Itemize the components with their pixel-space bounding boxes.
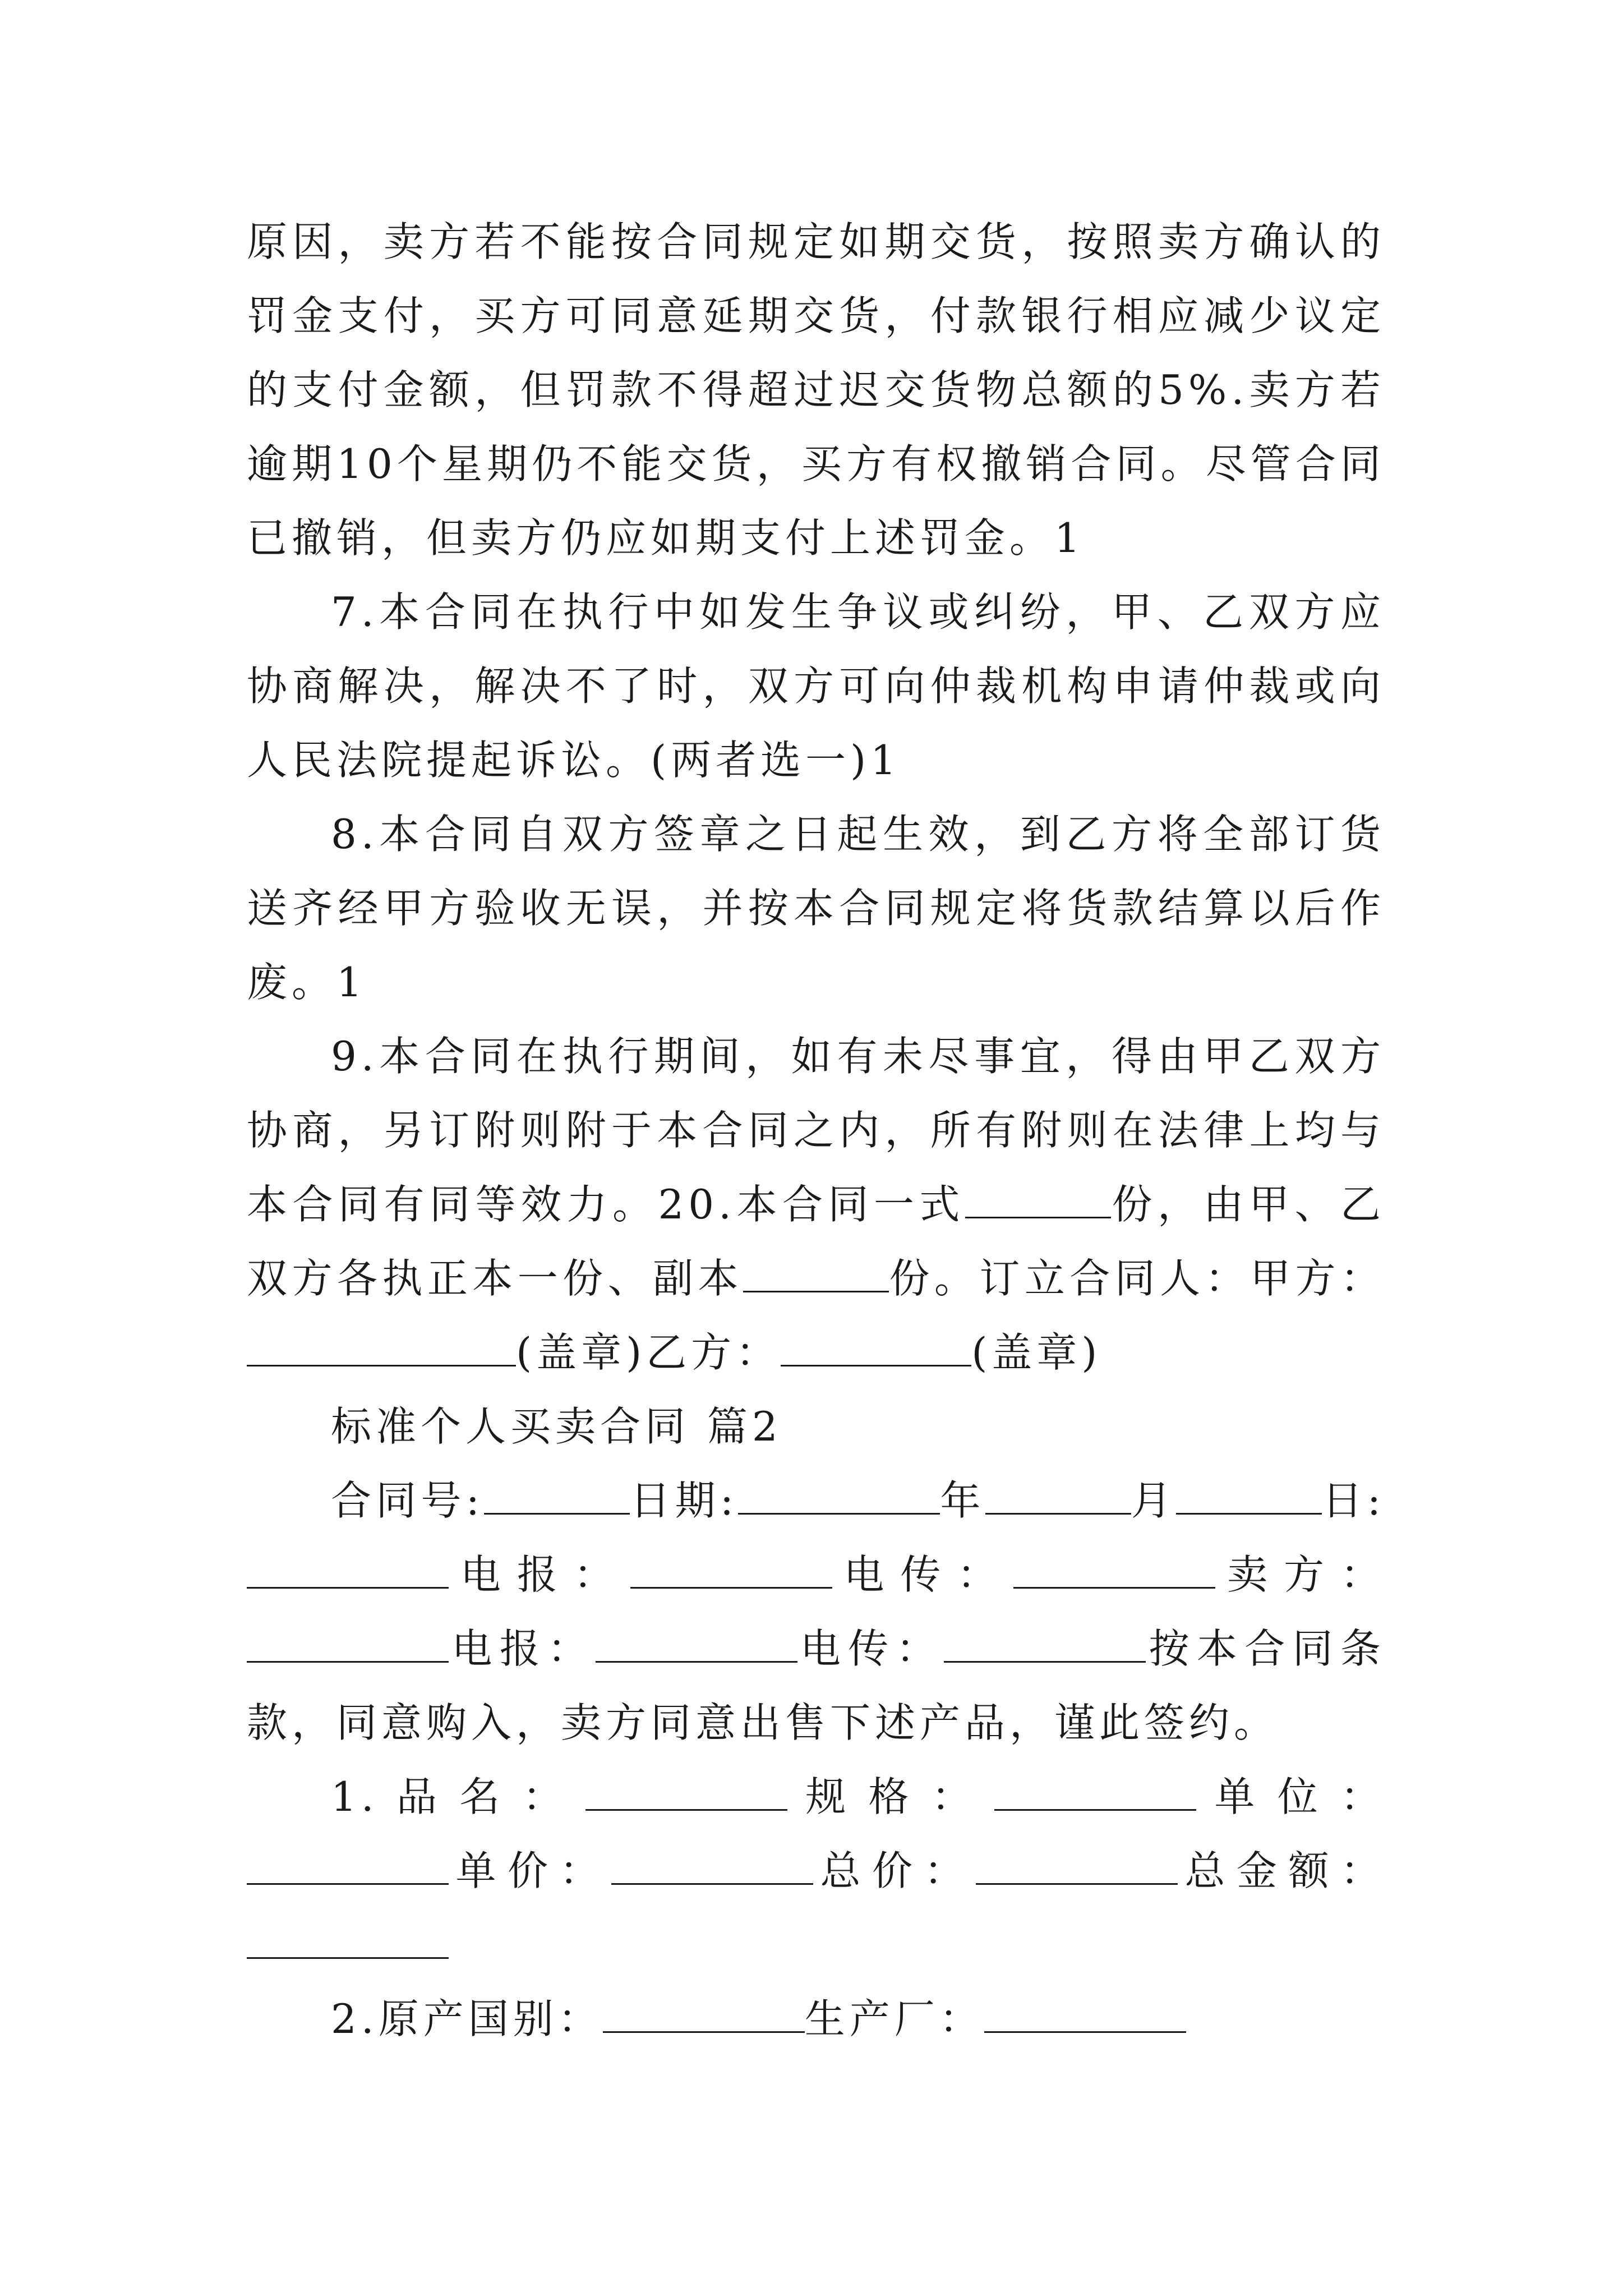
origin-country-blank: [603, 1983, 805, 2033]
date-label: 日期:: [630, 1477, 739, 1524]
seller-telex-blank: [944, 1613, 1146, 1663]
manufacturer-label: 生产厂：: [804, 1995, 984, 2042]
duplicate-copies-blank: [743, 1243, 889, 1292]
seller-telex-label: 电传：: [797, 1625, 944, 1672]
telex-blank: [1013, 1539, 1215, 1589]
buyer-blank: [247, 1539, 449, 1589]
year-label: 年: [940, 1477, 985, 1524]
clause-9-text-3: 份。订立合同人：甲方：: [889, 1255, 1385, 1302]
seal-label: (盖章): [971, 1329, 1102, 1376]
unit-label: 单位：: [1196, 1773, 1385, 1820]
clause-9-supplementary: [247, 1019, 1385, 1389]
clause-2-origin: [247, 1982, 1385, 2056]
party-b-label: (盖章)乙方：: [516, 1329, 781, 1376]
day-label: 日:: [1322, 1477, 1385, 1524]
unit-price-blank: [611, 1835, 813, 1885]
unit-price-label: 单价：: [449, 1847, 611, 1894]
seller-label: 卖方：: [1215, 1551, 1385, 1598]
month-label: 月: [1131, 1477, 1177, 1524]
document-body: [247, 205, 1385, 2056]
origin-country-label: 2.原产国别：: [331, 1995, 603, 2042]
agreement-text: 按本合同条款，同意购入，卖方同意出售下述产品，谨此签约。: [247, 1625, 1385, 1746]
clause-7-dispute: 7.本合同在执行中如发生争议或纠纷，甲、乙双方应协商解决，解决不了时，双方可向仲裁机构申请仲裁或向人民法院提起诉讼。(两者选一)1: [247, 588, 1385, 784]
clause-8-effective: 8.本合同自双方签章之日起生效，到乙方将全部订货送齐经甲方验收无误，并按本合同规定将货款结算以后作废。1: [247, 811, 1385, 1006]
spec-label: 规格：: [787, 1773, 995, 1820]
party-a-blank: [247, 1317, 516, 1366]
product-name-blank: [585, 1761, 787, 1811]
spec-blank: [994, 1761, 1196, 1811]
day-blank: [1176, 1465, 1322, 1515]
clause-1-product: [247, 1760, 1385, 1982]
party-b-blank: [781, 1317, 971, 1366]
total-amount-label: 总金额：: [1178, 1847, 1385, 1894]
contract-number-blank: [484, 1465, 630, 1515]
clause-9-text-2: 份，由甲、乙双方各执正本一份、副本: [247, 1181, 1385, 1302]
unit-blank: [247, 1835, 449, 1885]
year-blank: [738, 1465, 940, 1515]
seller-telegram-label: 电报：: [449, 1625, 596, 1672]
clause-9-text: 9.本合同在执行期间，如有未尽事宜，得由甲乙双方协商，另订附则附于本合同之内，所有附则在法律上均与本合同有同等效力。20.本合同一式: [247, 1033, 1385, 1228]
seller-telegram-blank: [596, 1613, 797, 1663]
contract-number-label: 合同号:: [331, 1477, 485, 1524]
month-blank: [985, 1465, 1131, 1515]
section-heading: 标准个人买卖合同 篇2: [331, 1403, 782, 1450]
copies-blank: [965, 1168, 1111, 1218]
total-amount-blank: [247, 1909, 449, 1959]
total-price-blank: [976, 1835, 1178, 1885]
manufacturer-blank: [984, 1983, 1186, 2033]
telegram-blank: [630, 1539, 832, 1589]
telex-label: 电传：: [832, 1551, 1014, 1598]
total-price-label: 总价：: [813, 1847, 976, 1894]
clause-penalty-continued: 原因，卖方若不能按合同规定如期交货，按照卖方确认的罚金支付，买方可同意延期交货，付款银行相应减少议定的支付金额，但罚款不得超过迟交货物总额的5%.卖方若逾期10个星期仍不能交货，买方有权撤销合同。尽管合同已撤销，但卖方仍应如期支付上述罚金。1: [247, 218, 1385, 562]
telegram-label: 电报：: [449, 1551, 630, 1598]
contract-header-fields: [247, 1464, 1385, 1760]
seller-blank: [247, 1613, 449, 1663]
product-name-label: 1.品名：: [331, 1773, 585, 1820]
